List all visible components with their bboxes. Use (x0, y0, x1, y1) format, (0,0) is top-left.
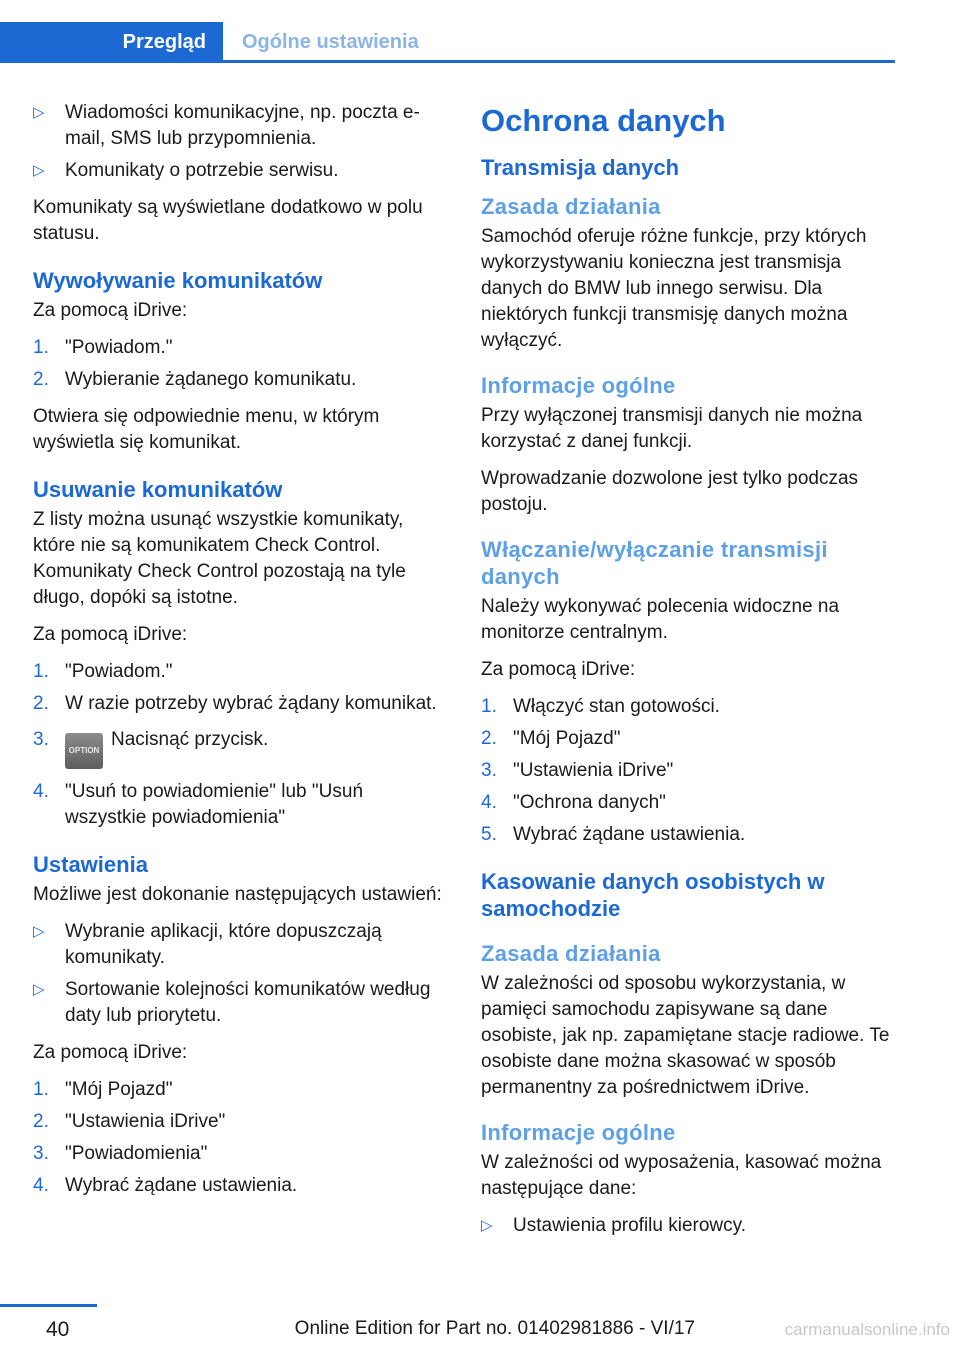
bullet-list (33, 919, 443, 1029)
list-item: 1. "Mój Pojazd" (33, 1079, 173, 1100)
paragraph: Za pomocą iDrive: (33, 624, 188, 645)
bullet-list (33, 100, 443, 184)
steps-list (481, 694, 895, 848)
list-item: 1. Włączyć stan gotowości. (481, 696, 720, 717)
paragraph: Samochód oferuje różne funkcje, przy których wykorzystywaniu konieczna jest transmisja danych do BMW lub innego serwisu. Dla niektórych funkcji transmisję danych można wyłączyć. (481, 226, 867, 351)
triangle-right-icon: ▷ (33, 162, 45, 179)
section-heading: Ustawienia (33, 852, 148, 877)
watermark: carmanualsonline.info (784, 1320, 950, 1339)
paragraph: W zależności od wyposażenia, kasować można następujące dane: (481, 1152, 882, 1199)
paragraph: Za pomocą iDrive: (33, 300, 188, 321)
page-number: 40 (46, 1318, 70, 1341)
paragraph: Z listy można usunąć wszystkie komunikaty, które nie są komunikatem Check Control. Komunikaty Check Control pozostają na tyle długo, dopóki są istotne. (33, 509, 406, 608)
bullet-list (481, 1213, 895, 1239)
list-item: 3. OPTIONNacisnąć przycisk. (33, 727, 443, 769)
right-column (481, 100, 895, 1250)
section-heading: Transmisja danych (481, 155, 680, 180)
option-button-icon: OPTION (65, 733, 103, 769)
edition-note: Online Edition for Part no. 01402981886 - VI/17 (294, 1318, 695, 1339)
list-item: 2. "Ustawienia iDrive" (33, 1111, 226, 1132)
steps-list (33, 335, 443, 393)
paragraph: Możliwe jest dokonanie następujących ustawień: (33, 884, 442, 905)
subsection-heading: Włączanie/wyłączanie transmisji danych (481, 537, 828, 589)
section-heading: Kasowanie danych osobistych w samochodzie (481, 869, 825, 921)
list-item: 3. "Ustawienia iDrive" (481, 760, 674, 781)
list-item: 1. "Powiadom." (33, 337, 173, 358)
list-item: ▷ Sortowanie kolejności komunikatów według daty lub priorytetu. (33, 979, 431, 1026)
tab-general-settings[interactable]: Ogólne ustawienia (242, 30, 419, 53)
page-title: Ochrona danych (481, 103, 726, 138)
list-item: 4. "Ochrona danych" (481, 792, 666, 813)
list-item: 4. Wybrać żądane ustawienia. (33, 1175, 298, 1196)
list-item: 1. "Powiadom." (33, 661, 173, 682)
list-item: ▷ Komunikaty o potrzebie serwisu. (33, 158, 443, 184)
list-item: ▷ Wiadomości komunikacyjne, np. poczta e-mail, SMS lub przypomnienia. (33, 102, 420, 149)
subsection-heading: Informacje ogólne (481, 373, 676, 398)
list-item: 2. Wybieranie żądanego komunikatu. (33, 369, 357, 390)
steps-list (33, 1077, 443, 1199)
section-heading: Wywoływanie komunikatów (33, 268, 323, 293)
triangle-right-icon: ▷ (481, 1217, 493, 1234)
paragraph: Wprowadzanie dozwolone jest tylko podczas postoju. (481, 468, 859, 515)
steps-list (33, 659, 443, 831)
list-item: 3. "Powiadomienia" (33, 1143, 208, 1164)
list-item: 2. W razie potrzeby wybrać żądany komunikat. (33, 693, 437, 714)
list-item: ▷ Ustawienia profilu kierowcy. (481, 1213, 895, 1239)
paragraph: Otwiera się odpowiednie menu, w którym wyświetla się komunikat. (33, 406, 380, 453)
paragraph: Komunikaty są wyświetlane dodatkowo w polu statusu. (33, 197, 423, 244)
paragraph: Za pomocą iDrive: (481, 659, 636, 680)
list-item: 2. "Mój Pojazd" (481, 728, 621, 749)
tab-overview[interactable]: Przegląd (0, 22, 223, 62)
subsection-heading: Zasada działania (481, 194, 661, 219)
subsection-heading: Informacje ogólne (481, 1120, 676, 1145)
list-item: 5. Wybrać żądane ustawienia. (481, 824, 746, 845)
subsection-heading: Zasada działania (481, 941, 661, 966)
paragraph: Należy wykonywać polecenia widoczne na monitorze centralnym. (481, 596, 840, 643)
triangle-right-icon: ▷ (33, 104, 45, 121)
triangle-right-icon: ▷ (33, 981, 45, 998)
page-header (0, 0, 895, 64)
header-divider (0, 60, 895, 63)
left-column (33, 100, 443, 1210)
section-heading: Usuwanie komunikatów (33, 477, 283, 502)
footer-divider (0, 1304, 97, 1307)
list-item: ▷ Wybranie aplikacji, które dopuszczają komunikaty. (33, 921, 382, 968)
paragraph: Przy wyłączonej transmisji danych nie można korzystać z danej funkcji. (481, 405, 863, 452)
paragraph: W zależności od sposobu wykorzystania, w pamięci samochodu zapisywane są dane osobiste, jak np. zapamiętane stacje radiowe. Te osobiste dane można skasować w sposób permanentny za pośrednictwem iDrive. (481, 973, 890, 1098)
paragraph: Za pomocą iDrive: (33, 1042, 188, 1063)
triangle-right-icon: ▷ (33, 923, 45, 940)
list-item: 4. "Usuń to powiadomienie" lub "Usuń wszystkie powiadomienia" (33, 781, 364, 828)
